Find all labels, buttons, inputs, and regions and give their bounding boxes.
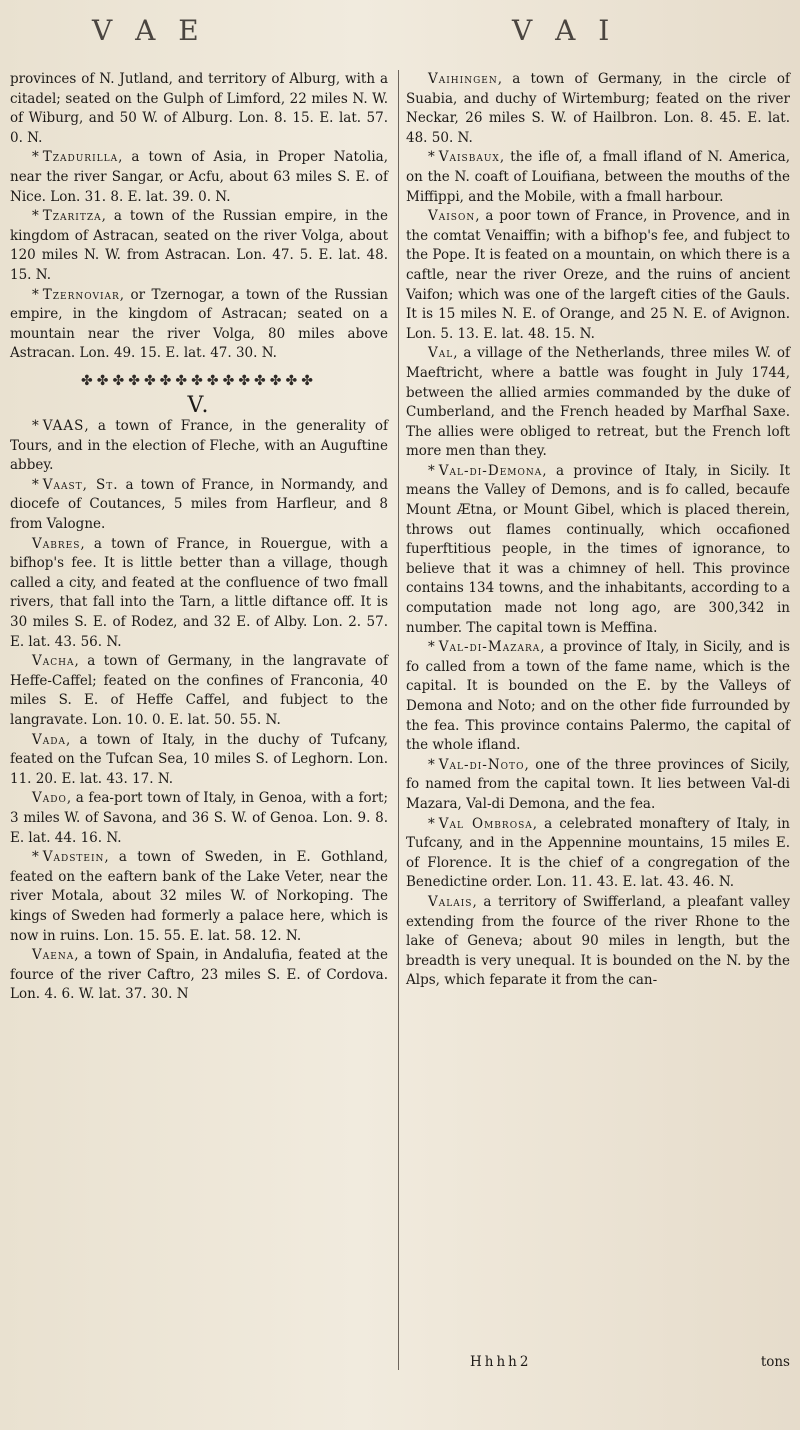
asterisk-mark: *: [32, 849, 39, 866]
dictionary-entry: [406, 207, 790, 344]
entry-text: , a territory of Swifferland, a pleafant valley extending from the fource of the river Rhone to the lake of Geneva; about 90 miles in length, but the breadth is very unequal. It is bounded on the N. by the Alps, which feparate it from the can-: [406, 893, 790, 989]
entry-headword: Vaison: [428, 208, 476, 225]
entry-headword: Tzernoviar: [42, 286, 120, 303]
dictionary-entry: [10, 731, 388, 790]
dictionary-entry: [10, 789, 388, 848]
dictionary-entry: [10, 286, 388, 364]
asterisk-mark: *: [428, 815, 435, 832]
dictionary-entry: [10, 848, 388, 946]
asterisk-mark: *: [32, 149, 39, 166]
asterisk-mark: *: [428, 756, 435, 773]
entry-headword: Val-di-Demona: [438, 462, 543, 479]
entry-text: , a town of France, in the generality of Tours, and in the election of Fleche, with an Auguftine abbey.: [10, 418, 388, 474]
dictionary-entry: [406, 344, 790, 462]
entry-headword: Tzadurilla: [42, 149, 119, 166]
entry-headword: Vadstein: [42, 849, 105, 866]
entry-text: , a poor town of France, in Provence, and in the comtat Venaiffin; with a bifhop's fee, and fubject to the Pope. It is feated on a mountain, on which there is a caftle, near the river Oreze, and the ruins of ancient Vaifon; which was one of the largeft cities of the Gauls. It is 15 miles N. E. of Orange, and 25 N. E. of Avignon. Lon. 5. 13. E. lat. 48. 15. N.: [406, 208, 790, 342]
entry-headword: Vaast, St.: [42, 476, 119, 493]
dictionary-entry: [406, 756, 790, 815]
entry-text: , a town of Germany, in the circle of Suabia, and duchy of Wirtemburg; feated on the river Neckar, 26 miles S. W. of Hailbron. Lon. 8. 45. E. lat. 48. 50. N.: [406, 71, 790, 146]
entry-text: a town of France, in Normandy, and diocefe of Coutances, 5 miles from Harfleur, and 8 from Valogne.: [10, 476, 388, 533]
header-left: V A E: [92, 14, 206, 47]
entry-headword: Valais: [428, 893, 473, 910]
header-right: V A I: [512, 14, 617, 47]
entry-headword: Val-di-Mazara: [438, 639, 541, 656]
entry-headword: Val: [428, 345, 454, 362]
continuation-text: provinces of N. Jutland, and territory of Alburg, with a citadel; seated on the Gulph of Limford, 22 miles N. W. of Wiburg, and 50 W. of Alburg. Lon. 8. 15. E. lat. 57. 0. N.: [10, 71, 388, 146]
asterisk-mark: *: [428, 639, 435, 656]
entry-headword: Vabres: [32, 535, 81, 552]
section-ornament: ✤✤✤✤✤✤✤✤✤✤✤✤✤✤✤: [81, 372, 317, 389]
entry-text: , a town of France, in Rouergue, with a bifhop's fee. It is little better than a village, though called a city, and feated at the confluence of two fmall rivers, that fall into the Tarn, a little diftance off. It is 30 miles S. E. of Rodez, and 32 E. of Alby. Lon. 2. 57. E. lat. 43. 56. N.: [10, 535, 388, 650]
asterisk-mark: *: [32, 208, 39, 225]
entry-headword: Vaena: [32, 947, 75, 964]
dictionary-entry: [406, 462, 790, 638]
dictionary-entry: [406, 148, 790, 207]
entry-text: , a celebrated monaftery of Italy, in Tufcany, and in the Appennine mountains, 15 miles E. of Florence. It is the chief of a congregation of the Benedictine order. Lon. 11. 43. E. lat. 43. 46. N.: [406, 815, 790, 891]
entry-text: , the ifle of, a fmall ifland of N. America, on the N. coaft of Louifiana, between the mouths of the Miffippi, and the Mobile, with a fmall harbour.: [406, 149, 790, 205]
entry-text: , a town of Germany, in the langravate of Heffe-Caffel; feated on the confines of Franconia, 40 miles S. E. of Heffe Caffel, and fubject to the langravate. Lon. 10. 0. E. lat. 50. 55. N.: [10, 653, 388, 728]
left-column: [10, 70, 388, 1005]
dictionary-entry: [406, 638, 790, 756]
entry-text: , or Tzernogar, a town of the Russian empire, in the kingdom of Astracan; seated on a mountain near the river Volga, 80 miles above Astracan. Lon. 49. 15. E. lat. 47. 30. N.: [10, 286, 388, 362]
asterisk-mark: *: [428, 462, 435, 479]
entry-text: , one of the three provinces of Sicily, fo named from the capital town. It lies between Val-di Mazara, Val-di Demona, and the fea.: [406, 756, 790, 812]
catchword: tons: [760, 1354, 790, 1370]
asterisk-mark: *: [32, 476, 39, 493]
entry-headword: Val Ombrosa: [438, 815, 533, 832]
dictionary-entry: [10, 476, 388, 535]
entry-headword: Vaihingen: [428, 71, 498, 87]
dictionary-entry: [10, 652, 388, 730]
entry-headword: Vaisbaux: [438, 149, 500, 166]
entry-text: , a province of Italy, in Sicily. It means the Valley of Demons, and is fo called, becaufe Mount Ætna, or Mount Gibel, which is placed therein, throws out flames continually, which occafioned fuperftitious people, in the times of ignorance, to believe that it was a chimney of hell. This province contains 134 towns, and the inhabitants, according to a computation made not long ago, are 300,342 in number. The capital town is Meffina.: [406, 462, 790, 636]
asterisk-mark: *: [428, 149, 435, 166]
entry-text: , a province of Italy, in Sicily, and is fo called from a town of the fame name, which is the capital. It is bounded on the E. by the Valleys of Demona and Noto; and on the other fide furrounded by the fea. This province contains Palermo, the capital of the whole ifland.: [406, 639, 790, 754]
asterisk-mark: *: [32, 286, 39, 303]
dictionary-entry: [406, 893, 790, 991]
dictionary-entry: [10, 148, 388, 207]
entry-text: , a town of Asia, in Proper Natolia, near the river Sangar, or Acfu, about 63 miles S. E. of Nice. Lon. 31. 8. E. lat. 39. 0. N.: [10, 149, 388, 205]
entry-text: , a fea-port town of Italy, in Genoa, with a fort; 3 miles W. of Savona, and 36 S. W. of Genoa. Lon. 9. 8. E. lat. 44. 16. N.: [10, 790, 388, 846]
dictionary-entry: [10, 946, 388, 1005]
entry-text: , a town of Italy, in the duchy of Tufcany, feated on the Tufcan Sea, 10 miles S. of Leghorn. Lon. 11. 20. E. lat. 43. 17. N.: [10, 731, 388, 787]
section-letter: V.: [187, 392, 211, 418]
asterisk-mark: *: [32, 418, 39, 435]
right-column: [406, 70, 790, 991]
dictionary-entry: [406, 70, 790, 148]
entry-text: , a town of the Russian empire, in the kingdom of Astracan, seated on the river Volga, about 120 miles N. W. from Astracan. Lon. 47. 5. E. lat. 48. 15. N.: [10, 208, 388, 283]
entry-headword: Vacha: [32, 653, 75, 670]
entry-headword: VAAS: [42, 418, 85, 435]
page-footer: [420, 1354, 790, 1378]
entry-headword: Val-di-Noto: [438, 756, 525, 773]
column-divider: [398, 70, 399, 1370]
dictionary-entry: [10, 535, 388, 653]
entry-headword: Vada: [32, 731, 66, 748]
signature-mark: Hhhh2: [470, 1354, 532, 1370]
dictionary-entry: [10, 417, 388, 476]
entry-text: , a town of Sweden, in E. Gothland, feated on the eaftern bank of the Lake Veter, near the river Motala, about 32 miles W. of Norkoping. The kings of Sweden had formerly a palace here, which is now in ruins. Lon. 15. 55. E. lat. 58. 12. N.: [10, 849, 388, 944]
entry-text: , a village of the Netherlands, three miles W. of Maeftricht, where a battle was fought in July 1744, between the allied armies commanded by the duke of Cumberland, and the French headed by Marfhal Saxe. The allies were obliged to retreat, but the French loft more men than they.: [406, 345, 790, 460]
dictionary-entry: [10, 207, 388, 285]
entry-headword: Vado: [32, 790, 67, 807]
entry-text: , a town of Spain, in Andalufia, feated at the fource of the river Caftro, 23 miles S. E. of Cordova. Lon. 4. 6. W. lat. 37. 30. N: [10, 947, 388, 1003]
running-header: [0, 14, 800, 66]
dictionary-entry: [406, 815, 790, 893]
entry-headword: Tzaritza: [42, 208, 102, 225]
